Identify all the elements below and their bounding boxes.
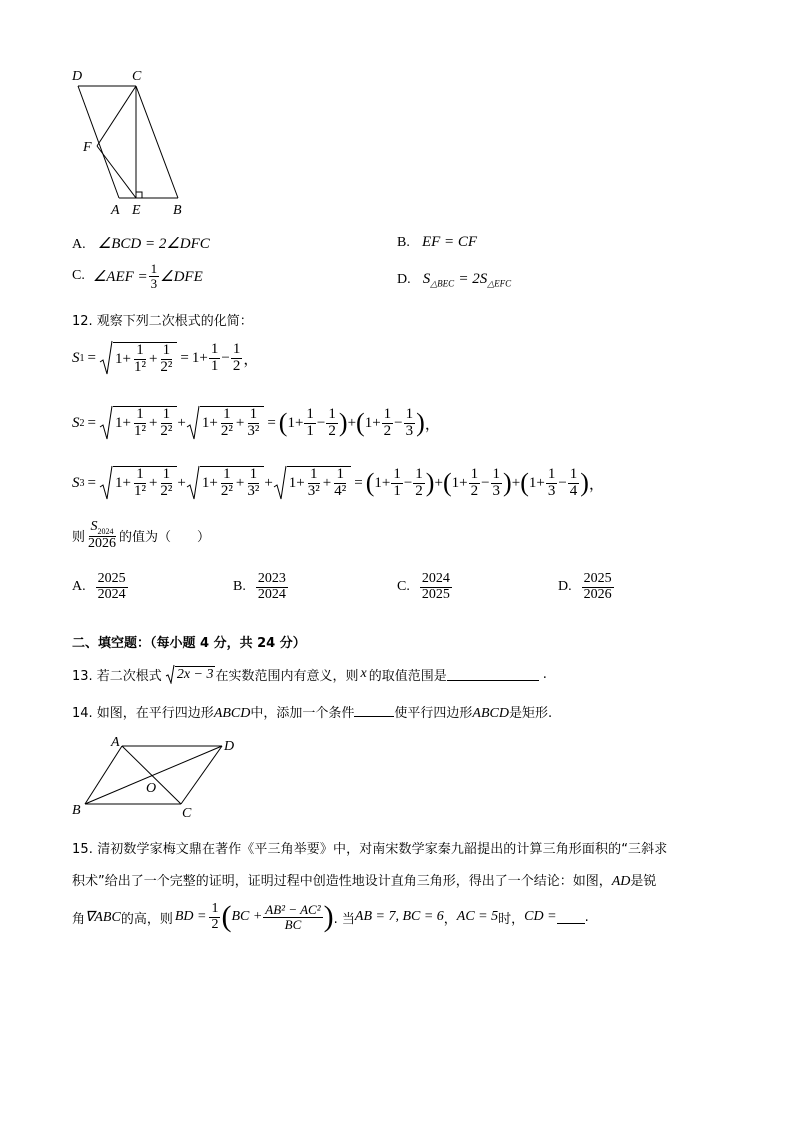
option-letter: D.	[397, 272, 411, 287]
q15-line3: 角 ∇ABC 的高，则 BD = $\frac{1}{2}$ ( BC + $\frac{\text{AB² − AC²}}{BC}$ ) . 当 AB = 7, BC = 6 ， AC = 5 时， CD = .	[72, 900, 589, 933]
q12-option-b[interactable]: B. $\frac{2023}{2024}$	[233, 571, 286, 602]
label-D: D	[72, 69, 83, 84]
radical-1: 1+ $\frac{1}{\text{1²}}$ + $\frac{1}{\text{2²}}$	[99, 340, 177, 376]
s1-symbol: S	[72, 349, 80, 366]
option-text: EF = CF	[421, 234, 478, 250]
q12-s3-equation: S 3 = 1+ $\frac{1}{\text{1²}}$ + $\frac{1}{\text{2²}}$ + 1+ $\frac{1}{\text{2²}}$ + $\frac{1}{\text{3²}}$ + 1+ $\frac{1}{\text{3²}}$ + $\frac{1}{\text{4²}}$ = ( 1+ $\frac{1}{1}$ − $\frac{1}{2}$ ) + ( 1+ $\frac{1}{2}$ − $\frac{1}{3}$ ) + ( 1+ $\frac{1}{3}$ − $\frac{1}{4}$ ) ，	[72, 465, 604, 499]
option-text: ∠BCD = 2∠DFC	[97, 236, 210, 252]
answer-blank[interactable]	[557, 910, 585, 924]
option-text-pre: ∠AEF =	[92, 268, 148, 285]
label-D: D	[224, 739, 235, 754]
label-C: C	[132, 69, 142, 84]
q11-option-c[interactable]	[72, 262, 203, 290]
q12-option-a[interactable]: A. $\frac{2025}{2024}$	[72, 571, 126, 602]
answer-blank[interactable]	[354, 703, 394, 717]
s2-symbol: S	[72, 414, 80, 431]
q14: 14. 如图，在平行四边形ABCD中，添加一个条件 使平行四边形ABCD是矩形.	[72, 702, 552, 722]
option-letter: B.	[397, 235, 410, 250]
option-text-post: ∠DFE	[160, 268, 203, 285]
fraction-denominator: 3	[150, 275, 158, 291]
option-letter: A.	[72, 237, 86, 252]
section-title: 二、填空题：（每小题 4 分，共 24 分）	[72, 636, 306, 651]
figure-parallelogram-dcba	[66, 66, 196, 218]
area-s2-sub: △EFC	[487, 278, 512, 289]
answer-blank[interactable]	[447, 667, 539, 681]
option-letter: C.	[72, 268, 85, 284]
q11-option-a[interactable]	[72, 234, 210, 253]
radicand: 2x − 3	[176, 666, 214, 682]
q12-option-c[interactable]: C. $\frac{2024}{2025}$	[397, 571, 450, 602]
label-F: F	[83, 140, 92, 155]
fraction-numerator: 1	[150, 261, 158, 276]
q11-option-d[interactable]	[397, 271, 511, 290]
figure-parallelogram-abcd	[66, 732, 246, 822]
label-B: B	[173, 203, 182, 218]
area-s1-sub: △BEC	[430, 278, 455, 289]
s3-symbol: S	[72, 474, 80, 491]
label-C: C	[182, 806, 192, 821]
q12-question: 则 $\frac{S_{2024}}{2026}$ 的值为（ ）	[72, 519, 211, 552]
q15-line2: 积术”给出了一个完整的证明，证明过程中创造性地设计直角三角形，得出了一个结论：如图，AD是锐	[72, 874, 657, 889]
q15-line1: 15. 清初数学家梅文鼎在著作《平三角举要》中，对南宋数学家秦九韶提出的计算三角形面积的“三斜求	[72, 842, 668, 857]
q12-s1-equation: S 1 = 1+ $\frac{1}{\text{1²}}$ + $\frac{1}{\text{2²}}$ = 1+ $\frac{1}{1}$ − $\frac{1}{2}$ ，	[72, 340, 259, 375]
label-A: A	[111, 735, 120, 750]
label-E: E	[132, 203, 141, 218]
q12-option-d[interactable]: D. $\frac{2025}{2026}$	[558, 571, 612, 602]
area-s1: S	[422, 271, 431, 287]
label-A: A	[111, 203, 120, 218]
label-O: O	[146, 781, 157, 796]
q13: 13. 若二次根式 2x − 3 在实数范围内有意义，则 x 的取值范围是 .	[72, 666, 547, 684]
q12-s2-equation: S 2 = 1+ $\frac{1}{\text{1²}}$ + $\frac{1}{\text{2²}}$ + 1+ $\frac{1}{\text{2²}}$ + $\frac{1}{\text{3²}}$ = ( 1+ $\frac{1}{1}$ − $\frac{1}{2}$ ) + ( 1+ $\frac{1}{2}$ − $\frac{1}{3}$ ) ，	[72, 405, 440, 439]
q11-option-b[interactable]	[397, 234, 477, 251]
label-B: B	[72, 803, 81, 818]
area-mid: = 2S	[458, 271, 488, 287]
q12-stem: 12. 观察下列二次根式的化简：	[72, 314, 253, 329]
